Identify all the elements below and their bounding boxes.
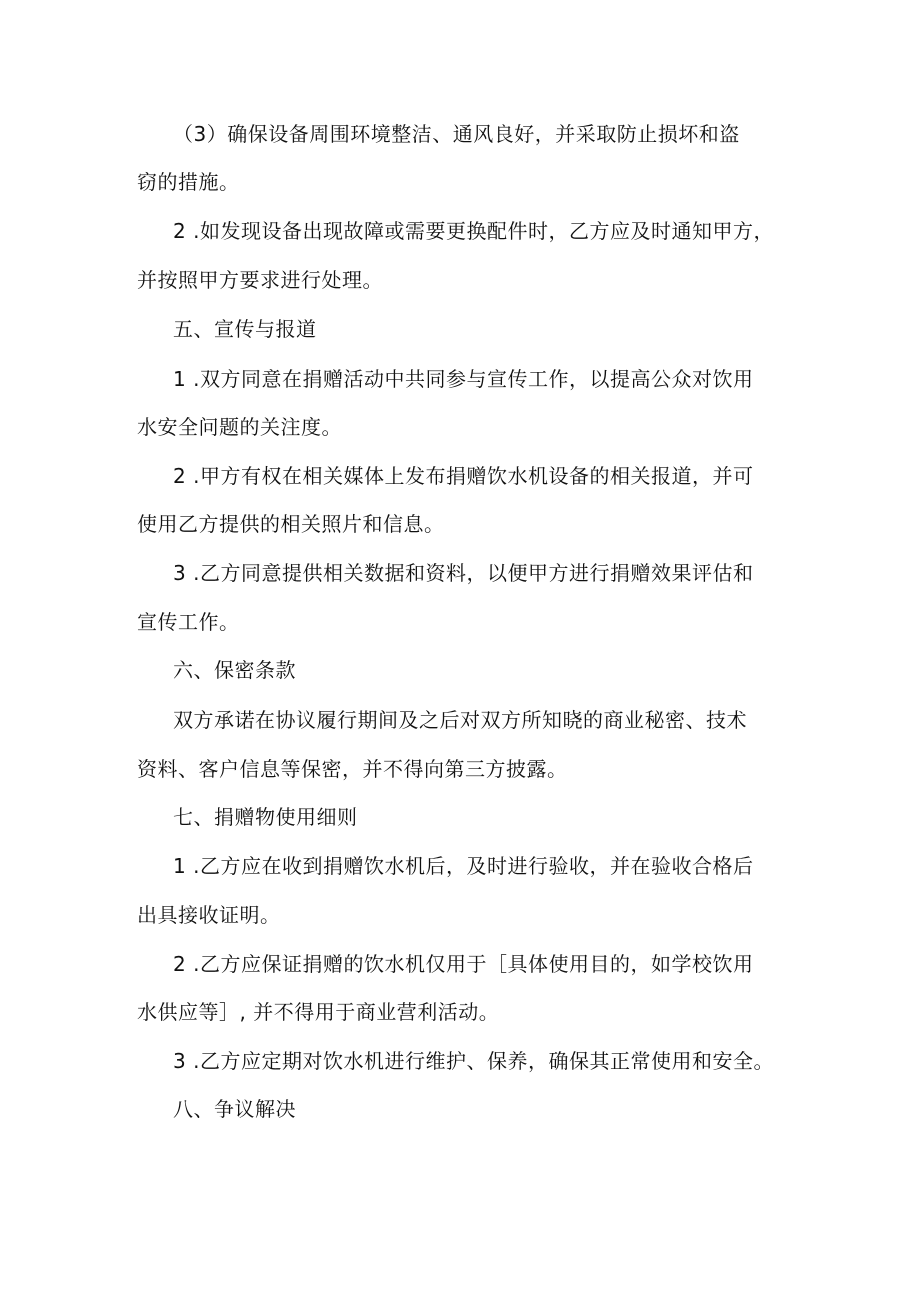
clause-4-1-3-line-2: 窃的措施。 xyxy=(137,170,240,194)
clause-4-2-line-2: 并按照甲方要求进行处理。 xyxy=(137,268,383,292)
clause-7-2-line-1: 2 .乙方应保证捐赠的饮水机仅用于［具体使用目的，如学校饮用 xyxy=(173,952,754,976)
section-heading-8: 八、争议解决 xyxy=(173,1097,296,1121)
clause-4-2-line-1: 2 .如发现设备出现故障或需要更换配件时，乙方应及时通知甲方， xyxy=(173,219,774,243)
section-heading-5: 五、宣传与报道 xyxy=(173,317,317,341)
clause-6-line-1: 双方承诺在协议履行期间及之后对双方所知晓的商业秘密、技术 xyxy=(173,708,747,732)
clause-5-1-line-1: 1 .双方同意在捐赠活动中共同参与宣传工作，以提高公众对饮用 xyxy=(173,367,754,391)
section-heading-6: 六、保密条款 xyxy=(173,658,296,682)
section-heading-7: 七、捐赠物使用细则 xyxy=(173,805,358,829)
clause-7-1-line-1: 1 .乙方应在收到捐赠饮水机后，及时进行验收，并在验收合格后 xyxy=(173,854,754,878)
clause-7-1-line-2: 出具接收证明。 xyxy=(137,903,281,927)
clause-5-1-line-2: 水安全问题的关注度。 xyxy=(137,415,342,439)
clause-6-line-2: 资料、客户信息等保密，并不得向第三方披露。 xyxy=(137,757,568,781)
clause-5-2-line-2: 使用乙方提供的相关照片和信息。 xyxy=(137,512,445,536)
clause-5-3-line-1: 3 .乙方同意提供相关数据和资料，以便甲方进行捐赠效果评估和 xyxy=(173,561,754,585)
clause-5-2-line-1: 2 .甲方有权在相关媒体上发布捐赠饮水机设备的相关报道，并可 xyxy=(173,464,754,488)
clause-7-2-line-2: 水供应等］, 并不得用于商业营利活动。 xyxy=(137,1000,500,1024)
clause-5-3-line-2: 宣传工作。 xyxy=(137,610,240,634)
clause-7-3-line-1: 3 .乙方应定期对饮水机进行维护、保养，确保其正常使用和安全。 xyxy=(173,1049,774,1073)
clause-4-1-3-line-1: （3）确保设备周围环境整洁、通风良好，并采取防止损坏和盗 xyxy=(173,122,740,146)
